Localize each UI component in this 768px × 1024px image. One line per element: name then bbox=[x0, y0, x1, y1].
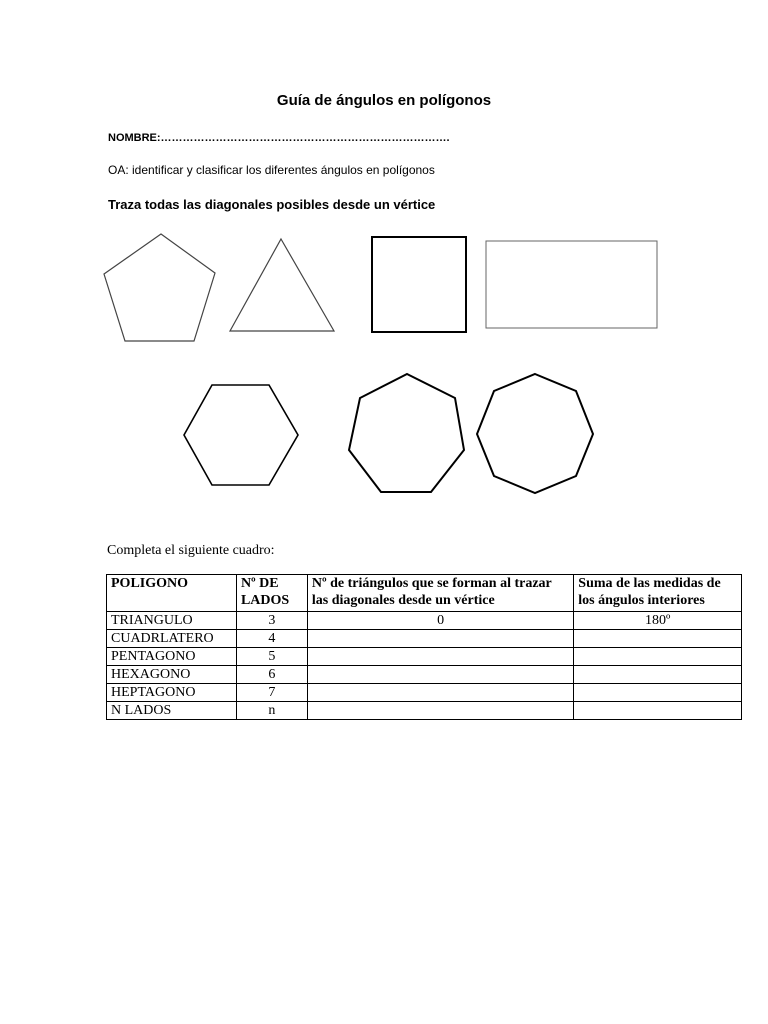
rectangle-shape bbox=[486, 241, 657, 328]
polygon-table bbox=[106, 574, 742, 720]
cell-sides: 3 bbox=[236, 612, 307, 630]
cell-triangles[interactable]: 0 bbox=[307, 612, 573, 630]
cell-sides: n bbox=[236, 702, 307, 720]
page-title: Guía de ángulos en polígonos bbox=[276, 92, 492, 109]
cell-triangles[interactable] bbox=[307, 630, 573, 648]
heptagon-shape bbox=[349, 374, 464, 492]
instruction-text: Traza todas las diagonales posibles desde un vértice bbox=[108, 197, 436, 212]
cell-sum[interactable] bbox=[574, 684, 742, 702]
hexagon-shape bbox=[184, 385, 298, 485]
cell-triangles[interactable] bbox=[307, 684, 573, 702]
table-row bbox=[107, 684, 742, 702]
cell-name: PENTAGONO bbox=[107, 648, 237, 666]
table-row bbox=[107, 612, 742, 630]
cell-sum[interactable] bbox=[574, 702, 742, 720]
polygon-figures bbox=[0, 226, 768, 516]
header-poligono: POLIGONO bbox=[107, 575, 237, 612]
table-row bbox=[107, 630, 742, 648]
cell-sides: 4 bbox=[236, 630, 307, 648]
cell-name: TRIANGULO bbox=[107, 612, 237, 630]
cell-name: HEXAGONO bbox=[107, 666, 237, 684]
table-intro: Completa el siguiente cuadro: bbox=[107, 543, 275, 558]
cell-sum[interactable]: 180º bbox=[574, 612, 742, 630]
cell-name: CUADRLATERO bbox=[107, 630, 237, 648]
cell-triangles[interactable] bbox=[307, 666, 573, 684]
header-triangulos: Nº de triángulos que se forman al trazar las diagonales desde un vértice bbox=[307, 575, 573, 612]
cell-sum[interactable] bbox=[574, 666, 742, 684]
table-row bbox=[107, 648, 742, 666]
pentagon-shape bbox=[104, 234, 215, 341]
cell-name: HEPTAGONO bbox=[107, 684, 237, 702]
table-row bbox=[107, 702, 742, 720]
cell-sum[interactable] bbox=[574, 648, 742, 666]
cell-sides: 7 bbox=[236, 684, 307, 702]
cell-sum[interactable] bbox=[574, 630, 742, 648]
name-field: NOMBRE:……………………………………………………………………. bbox=[108, 132, 450, 144]
square-shape bbox=[372, 237, 466, 332]
objective-text: OA: identificar y clasificar los diferentes ángulos en polígonos bbox=[108, 163, 435, 177]
octagon-shape bbox=[477, 374, 593, 493]
cell-name: N LADOS bbox=[107, 702, 237, 720]
table-row bbox=[107, 666, 742, 684]
table-header-row bbox=[107, 575, 742, 612]
header-lados: Nº DE LADOS bbox=[236, 575, 307, 612]
cell-triangles[interactable] bbox=[307, 702, 573, 720]
triangle-shape bbox=[230, 239, 334, 331]
cell-triangles[interactable] bbox=[307, 648, 573, 666]
cell-sides: 5 bbox=[236, 648, 307, 666]
header-suma: Suma de las medidas de los ángulos interiores bbox=[574, 575, 742, 612]
cell-sides: 6 bbox=[236, 666, 307, 684]
